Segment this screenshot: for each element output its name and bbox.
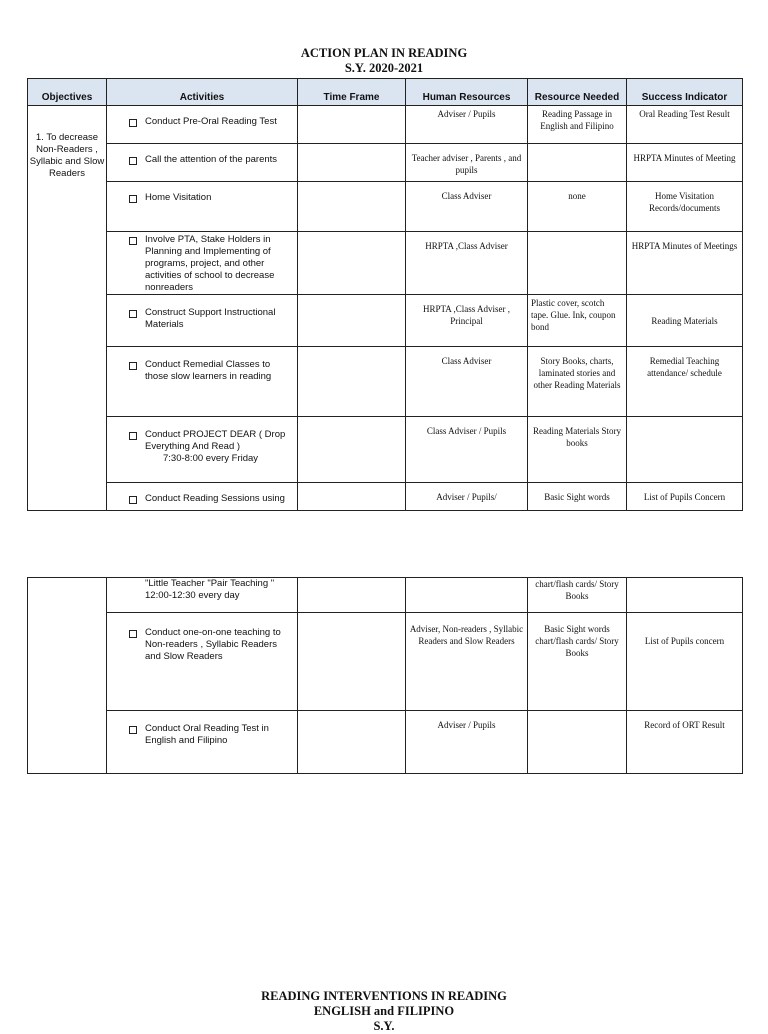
indicator-cell <box>627 347 743 417</box>
resource-cell <box>528 613 627 711</box>
table-row <box>28 295 743 347</box>
activity-text: Call the attention of the parents <box>145 154 278 165</box>
col-time-frame: Time Frame <box>298 79 406 106</box>
checkbox-icon <box>129 195 137 203</box>
indicator-text: List of Pupils concern <box>644 636 725 646</box>
checkbox-icon <box>129 496 137 504</box>
time-cell <box>298 347 406 417</box>
activity-cell <box>107 711 298 774</box>
activity-cell <box>107 417 298 483</box>
indicator-cell <box>627 578 743 613</box>
indicator-cell <box>627 295 743 347</box>
col-activities: Activities <box>107 79 298 106</box>
activity-text: Conduct Pre-Oral Reading Test <box>145 116 277 127</box>
resource-text: Basic Sight words chart/flash cards/ Story Books <box>535 624 619 658</box>
human-text: Adviser, Non-readers , Syllabic Readers and Slow Readers <box>409 624 524 646</box>
resource-text: none <box>568 191 586 201</box>
checkbox-icon <box>129 362 137 370</box>
activity-cell <box>107 347 298 417</box>
human-cell <box>406 347 528 417</box>
resource-cell <box>528 711 627 774</box>
header-row <box>28 79 743 106</box>
indicator-cell <box>627 483 743 511</box>
resource-cell <box>528 347 627 417</box>
human-cell <box>406 106 528 144</box>
indicator-text: Record of ORT Result <box>644 720 725 730</box>
activity-cell <box>107 295 298 347</box>
time-cell <box>298 483 406 511</box>
objective-cell <box>28 578 107 774</box>
activity-text: Conduct Reading Sessions using <box>145 493 285 504</box>
indicator-cell <box>627 711 743 774</box>
human-text: Adviser / Pupils <box>437 720 496 730</box>
table-row <box>28 711 743 774</box>
col-human-resources: Human Resources <box>406 79 528 106</box>
human-cell <box>406 613 528 711</box>
activity-text: Home Visitation <box>145 192 212 203</box>
human-cell <box>406 144 528 182</box>
activity-text: Construct Support Instructional Materials <box>145 307 276 330</box>
activity-cell <box>107 144 298 182</box>
resource-cell <box>528 483 627 511</box>
activity-text: "Little Teacher "Pair Teaching " 12:00-12:30 every day <box>145 578 275 601</box>
indicator-text: Remedial Teaching attendance/ schedule <box>647 356 722 378</box>
table-row <box>28 144 743 182</box>
table-row <box>28 417 743 483</box>
human-text: HRPTA ,Class Adviser , Principal <box>422 304 511 326</box>
human-cell <box>406 232 528 295</box>
table-row <box>28 483 743 511</box>
indicator-cell <box>627 613 743 711</box>
table-row <box>28 347 743 417</box>
resource-cell <box>528 232 627 295</box>
indicator-cell <box>627 182 743 232</box>
human-text: Class Adviser <box>441 356 492 366</box>
indicator-cell <box>627 144 743 182</box>
human-cell <box>406 483 528 511</box>
indicator-text: List of Pupils Concern <box>643 492 726 502</box>
time-cell <box>298 613 406 711</box>
activity-cell <box>107 182 298 232</box>
checkbox-icon <box>129 432 137 440</box>
resource-cell <box>528 106 627 144</box>
activity-cell <box>107 232 298 295</box>
footer-title: READING INTERVENTIONS IN READING <box>261 989 507 1003</box>
objective-text: 1. To decrease Non-Readers , Syllabic and Slow Readers <box>29 132 105 179</box>
human-cell <box>406 578 528 613</box>
action-plan-table-continued <box>27 577 743 774</box>
footer-partial: S.Y. <box>373 1019 395 1033</box>
activity-text: Conduct Oral Reading Test in English and Filipino <box>145 723 269 746</box>
activity-text: Conduct one-on-one teaching to Non-readers , Syllabic Readers and Slow Readers <box>145 627 281 662</box>
table-row <box>28 182 743 232</box>
human-text: Teacher adviser , Parents , and pupils <box>411 153 522 175</box>
activity-text: Conduct PROJECT DEAR ( Drop Everything And Read ) <box>145 429 286 452</box>
indicator-cell <box>627 106 743 144</box>
doc-title: ACTION PLAN IN READING <box>300 46 468 60</box>
resource-text: Reading Passage in English and Filipino <box>540 109 614 131</box>
human-cell <box>406 295 528 347</box>
checkbox-icon <box>129 157 137 165</box>
time-cell <box>298 144 406 182</box>
activity-cell <box>107 483 298 511</box>
col-resource-needed: Resource Needed <box>528 79 627 106</box>
objective-cell <box>28 106 107 511</box>
human-text: HRPTA ,Class Adviser <box>425 241 508 251</box>
checkbox-icon <box>129 726 137 734</box>
indicator-cell <box>627 232 743 295</box>
human-text: Adviser / Pupils <box>437 109 496 119</box>
indicator-text: HRPTA Minutes of Meetings <box>631 241 738 251</box>
activity-cell <box>107 578 298 613</box>
indicator-text: HRPTA Minutes of Meeting <box>633 153 736 163</box>
table-row <box>28 106 743 144</box>
time-cell <box>298 232 406 295</box>
resource-cell <box>528 417 627 483</box>
table-row <box>28 578 743 613</box>
footer-subtitle: ENGLISH and FILIPINO <box>313 1004 455 1018</box>
time-cell <box>298 578 406 613</box>
resource-cell <box>528 144 627 182</box>
activity-cell <box>107 613 298 711</box>
resource-text <box>528 232 626 236</box>
time-cell <box>298 711 406 774</box>
activity-text: Conduct Remedial Classes to those slow learners in reading <box>145 359 272 382</box>
resource-text: Basic Sight words <box>544 492 610 502</box>
checkbox-icon <box>129 630 137 638</box>
time-cell <box>298 106 406 144</box>
resource-cell <box>528 182 627 232</box>
indicator-cell <box>627 417 743 483</box>
resource-text: Story Books, charts, laminated stories and other Reading Materials <box>533 356 621 390</box>
school-year: S.Y. 2020-2021 <box>344 61 424 75</box>
resource-text: Plastic cover, scotch tape. Glue. Ink, coupon bond <box>531 298 616 332</box>
human-text: Adviser / Pupils/ <box>436 492 497 502</box>
human-cell <box>406 182 528 232</box>
indicator-text: Oral Reading Test Result <box>639 109 730 119</box>
action-plan-table <box>27 78 743 511</box>
activity-text: Involve PTA, Stake Holders in Planning and Implementing of programs, project, and other activities of school to decrease nonreaders <box>145 234 275 293</box>
table-row <box>28 613 743 711</box>
col-objectives: Objectives <box>28 79 107 106</box>
resource-text: chart/flash cards/ Story Books <box>535 579 619 601</box>
time-cell <box>298 182 406 232</box>
indicator-text: Reading Materials <box>651 316 718 326</box>
indicator-text: Home Visitation Records/documents <box>649 191 720 213</box>
human-cell <box>406 711 528 774</box>
time-cell <box>298 417 406 483</box>
resource-text <box>528 144 626 148</box>
checkbox-icon <box>129 310 137 318</box>
time-cell <box>298 295 406 347</box>
activity-cell <box>107 106 298 144</box>
resource-text: Reading Materials Story books <box>533 426 621 448</box>
col-success-indicator: Success Indicator <box>627 79 743 106</box>
human-cell <box>406 417 528 483</box>
resource-cell <box>528 295 627 347</box>
table-row <box>28 232 743 295</box>
activity-schedule: 7:30-8:00 every Friday <box>163 453 259 464</box>
resource-cell <box>528 578 627 613</box>
checkbox-icon <box>129 237 137 245</box>
checkbox-icon <box>129 119 137 127</box>
human-text: Class Adviser <box>441 191 492 201</box>
human-text: Class Adviser / Pupils <box>426 426 507 436</box>
